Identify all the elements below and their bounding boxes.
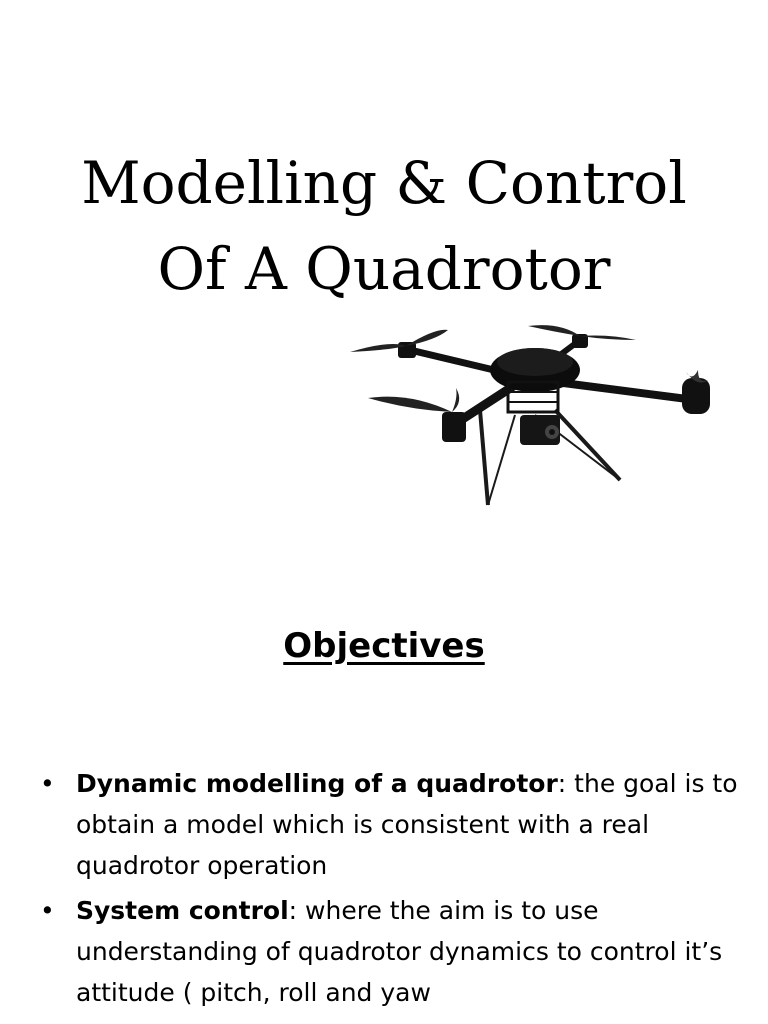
objectives-list (40, 763, 740, 1017)
quadrotor-image (340, 300, 730, 550)
slide-title (0, 140, 768, 312)
objective-text: : where the aim is to use understanding of quadrotor dynamics to control it’s attitude ( pitch, roll and yaw (76, 896, 723, 1007)
title-line-2: Of A Quadrotor (157, 235, 611, 303)
bullet-dot-icon: • (40, 769, 55, 798)
objective-bold: Dynamic modelling of a quadrotor (76, 769, 558, 798)
bullet-dot-icon: • (40, 896, 55, 925)
title-line-1: Modelling & Control (81, 149, 687, 217)
objective-bold: System control (76, 896, 289, 925)
objective-text: : the goal is to obtain a model which is consistent with a real quadrotor operation (76, 769, 738, 880)
objective-item-modelling (40, 763, 740, 886)
objectives-heading: Objectives (283, 626, 485, 666)
objective-item-control (40, 890, 740, 1013)
